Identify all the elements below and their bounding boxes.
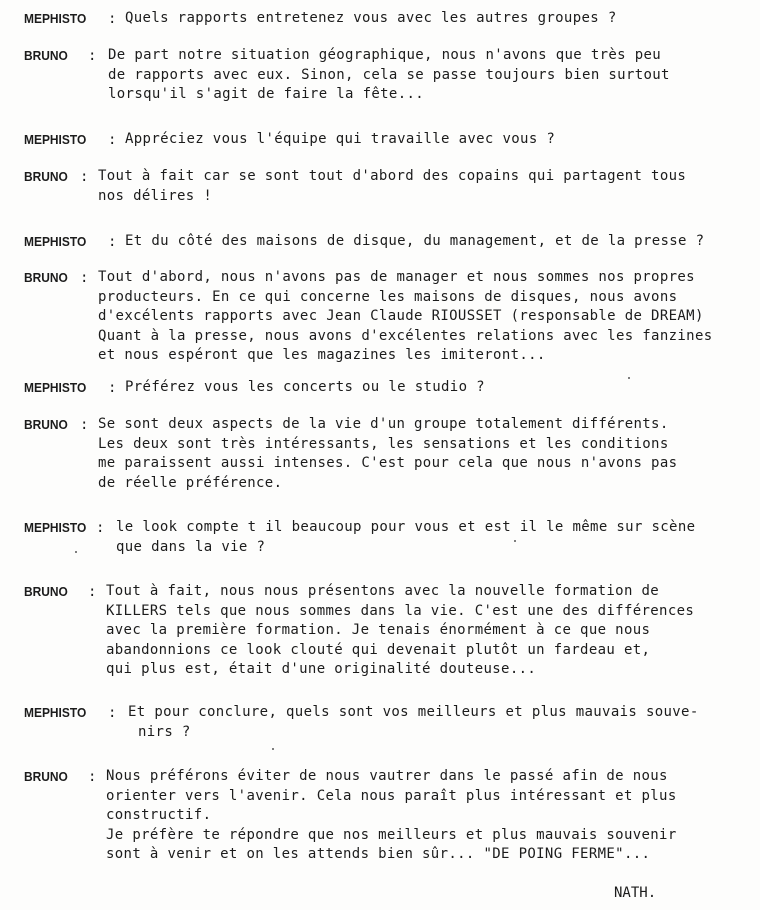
text-line: et nous espéront que les magazines les imiteront... — [98, 347, 546, 363]
speaker-separator: : — [108, 132, 117, 148]
text-line: Quant à la presse, nous avons d'excélentes relations avec les fanzines — [98, 327, 713, 344]
text-line: me paraissent aussi intenses. C'est pour cela que nous n'avons pas — [98, 455, 678, 471]
text-line: de réelle préférence. — [98, 474, 283, 491]
text-line: Les deux sont très intéressants, les sensations et les conditions — [98, 435, 669, 452]
text-line: avec la première formation. Je tenais énormément à ce que nous — [106, 622, 651, 638]
answer-text — [106, 582, 754, 680]
speaker-separator: : — [108, 11, 117, 27]
text-line: producteurs. En ce qui concerne les maisons de disques, nous avons — [98, 288, 678, 305]
speaker-label: BRUNO — [24, 48, 68, 63]
text-line: qui plus est, était d'une originalité douteuse... — [106, 661, 537, 677]
text-line: Et pour conclure, quels sont vos meilleurs et plus mauvais souve- — [128, 704, 699, 720]
speaker-separator: : — [88, 584, 97, 600]
text-line: Préférez vous les concerts ou le studio ? — [125, 379, 485, 395]
speaker-separator: : — [88, 48, 97, 64]
text-line: abandonnions ce look clouté qui devenait plutôt un fardeau et, — [106, 641, 651, 658]
speaker-separator: : — [108, 234, 117, 250]
text-line: que dans la vie ? — [116, 538, 266, 555]
speaker-label: MEPHISTO — [24, 380, 87, 395]
text-line: Tout à fait car se sont tout d'abord des copains qui partagent tous — [98, 168, 687, 184]
speaker-separator: : — [108, 380, 117, 396]
answer-text — [98, 167, 754, 206]
question-text — [125, 9, 754, 29]
speaker-label: MEPHISTO — [24, 705, 87, 720]
text-line: lorsqu'il s'agit de faire la fête... — [108, 86, 425, 102]
answer-text — [106, 767, 754, 865]
text-line: d'excélents rapports avec Jean Claude RIOUSSET (responsable de DREAM) — [98, 308, 704, 324]
text-line: Tout à fait, nous nous présentons avec la nouvelle formation de — [106, 583, 660, 599]
answer-text — [98, 268, 754, 366]
text-line: Quels rapports entretenez vous avec les autres groupes ? — [125, 10, 617, 26]
text-line: Et du côté des maisons de disque, du management, et de la presse ? — [125, 233, 705, 249]
speaker-separator: : — [96, 520, 105, 536]
text-line: orienter vers l'avenir. Cela nous paraît plus intéressant et plus — [106, 787, 677, 804]
text-line: De part notre situation géographique, nous n'avons que très peu — [108, 47, 662, 63]
speaker-label: MEPHISTO — [24, 132, 87, 147]
speaker-separator: : — [80, 417, 89, 433]
text-line: nirs ? — [138, 723, 191, 740]
text-line: Nous préférons éviter de nous vautrer dans le passé afin de nous — [106, 768, 668, 784]
answer-text — [98, 415, 754, 493]
text-line: Appréciez vous l'équipe qui travaille avec vous ? — [125, 131, 556, 147]
speaker-label: MEPHISTO — [24, 11, 87, 26]
text-line: le look compte t il beaucoup pour vous et est il le même sur scène — [116, 519, 696, 535]
text-line: constructif. — [106, 807, 212, 823]
question-text — [116, 518, 744, 557]
scan-speck — [75, 551, 77, 553]
text-line: KILLERS tels que nous sommes dans la vie. C'est une des différences — [106, 602, 695, 619]
question-text — [125, 130, 754, 150]
scan-speck — [514, 540, 516, 542]
text-line: nos délires ! — [98, 187, 213, 204]
speaker-separator: : — [80, 270, 89, 286]
text-line: de rapports avec eux. Sinon, cela se passe toujours bien surtout — [108, 66, 670, 83]
text-line: Tout d'abord, nous n'avons pas de manager et nous sommes nos propres — [98, 269, 695, 285]
scan-speck — [272, 748, 274, 750]
speaker-label: BRUNO — [24, 270, 68, 285]
question-text — [125, 232, 754, 252]
speaker-label: BRUNO — [24, 417, 68, 432]
answer-text — [108, 46, 754, 105]
question-text — [125, 378, 754, 398]
speaker-separator: : — [80, 169, 89, 185]
text-line: Se sont deux aspects de la vie d'un groupe totalement différents. — [98, 416, 669, 432]
speaker-separator: : — [108, 705, 117, 721]
text-line: sont à venir et on les attends bien sûr... "DE POING FERME"... — [106, 846, 651, 862]
speaker-label: MEPHISTO — [24, 234, 87, 249]
text-line: Je préfère te répondre que nos meilleurs et plus mauvais souvenir — [106, 826, 677, 843]
speaker-label: BRUNO — [24, 584, 68, 599]
signature: NATH. — [614, 885, 657, 901]
question-text — [128, 703, 738, 742]
speaker-label: MEPHISTO — [24, 520, 87, 535]
speaker-label: BRUNO — [24, 769, 68, 784]
speaker-label: BRUNO — [24, 169, 68, 184]
speaker-separator: : — [88, 769, 97, 785]
scan-speck — [628, 377, 630, 379]
